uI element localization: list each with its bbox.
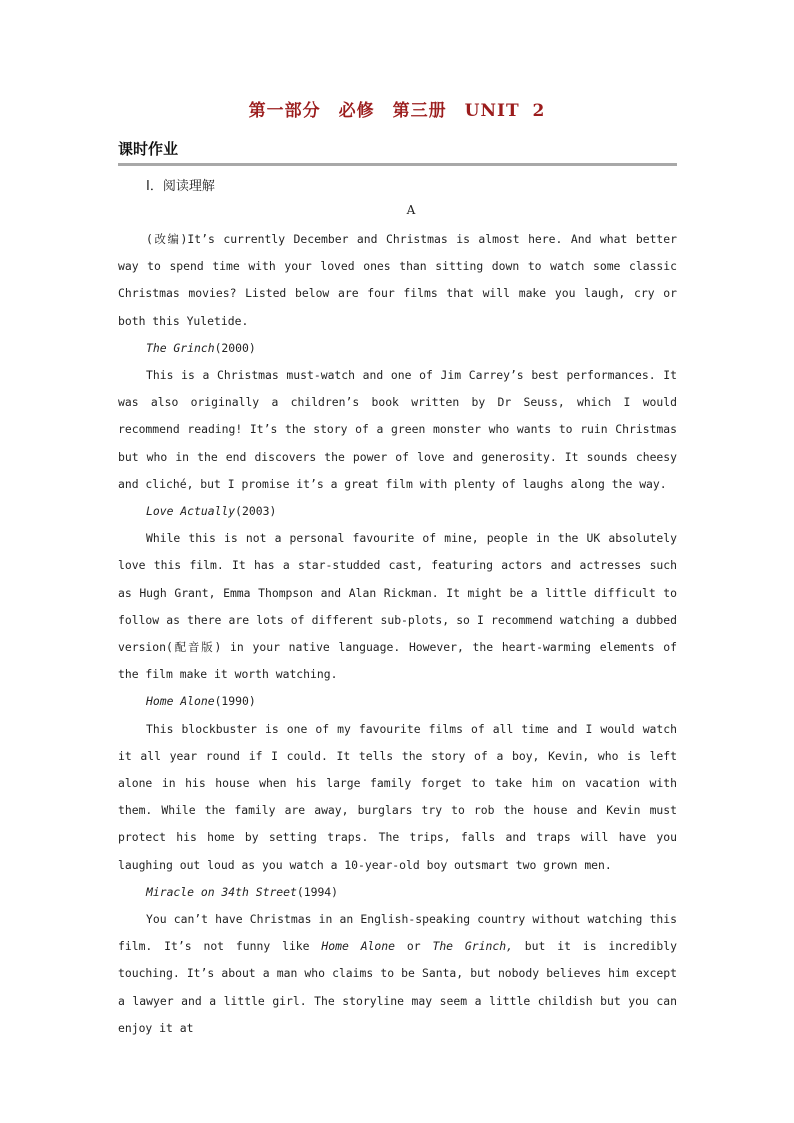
film-heading-love-actually: [118, 498, 677, 525]
film-paragraph-love-actually: While this is not a personal favourite of mine, people in the UK absolutely love this film. It has a star-studded cast, featuring actors and actresses such as Hugh Grant, Emma Thompson and Alan Rickman. It might be a little difficult to follow as there are lots of different sub-plots, so I recommend watching a dubbed version(配音版) in your native language. However, the heart-warming elements of the film make it worth watching.: [118, 531, 677, 682]
film-heading-grinch: [118, 335, 677, 362]
film-paragraph-grinch: This is a Christmas must-watch and one of Jim Carrey’s best performances. It was also originally a children’s book written by Dr Seuss, which I would recommend reading! It’s the story of a green monster who wants to ruin Christmas but who in the end discovers the power of love and generosity. It sounds cheesy and cliché, but I promise it’s a great film with plenty of laughs along the way.: [118, 368, 677, 491]
passage-letter: A: [406, 203, 416, 217]
film-title: Miracle on 34th Street: [146, 884, 297, 899]
film-reference: Home Alone: [321, 939, 395, 954]
film-heading-miracle: [118, 879, 677, 906]
paragraph-text: or: [395, 939, 433, 954]
film-year: (1994): [296, 884, 339, 899]
section-heading: 课时作业: [118, 138, 677, 166]
film-title: Love Actually: [146, 504, 236, 519]
film-reference: The Grinch,: [432, 939, 513, 954]
film-paragraph-miracle: [118, 906, 677, 1042]
paragraph-text: but it is incredibly touching. It’s about a man who claims to be Santa, but nobody believes him except a lawyer and a little girl. The storyline may seem a little childish but you can enjoy it at: [118, 939, 678, 1035]
page-title: 第一部分 必修 第三册 UNIT 2: [248, 101, 546, 121]
film-title: The Grinch: [146, 340, 215, 355]
film-title: Home Alone: [146, 694, 215, 709]
film-year: (2000): [214, 340, 256, 355]
intro-paragraph: (改编)It’s currently December and Christmas is almost here. And what better way to spend time with your loved ones than sitting down to watch some classic Christmas movies? Listed below are four films that will make you laugh, cry or both this Yuletide.: [118, 232, 677, 328]
film-heading-home-alone: [118, 688, 677, 715]
paragraph-text: You can’t have Christmas in an English-speaking country without watching this film. It’s not funny like: [118, 912, 677, 954]
part-label: Ⅰ．阅读理解: [146, 179, 215, 194]
film-year: (1990): [214, 694, 256, 709]
film-paragraph-home-alone: This blockbuster is one of my favourite films of all time and I would watch it all year round if I could. It tells the story of a boy, Kevin, who is left alone in his house when his large family forget to take him on vacation with them. While the family are away, burglars try to rob the house and Kevin must protect his home by setting traps. The trips, falls and traps will have you laughing out loud as you watch a 10-year-old boy outsmart two grown men.: [118, 721, 677, 872]
passage-body: [118, 226, 677, 1042]
film-year: (2003): [235, 504, 277, 519]
